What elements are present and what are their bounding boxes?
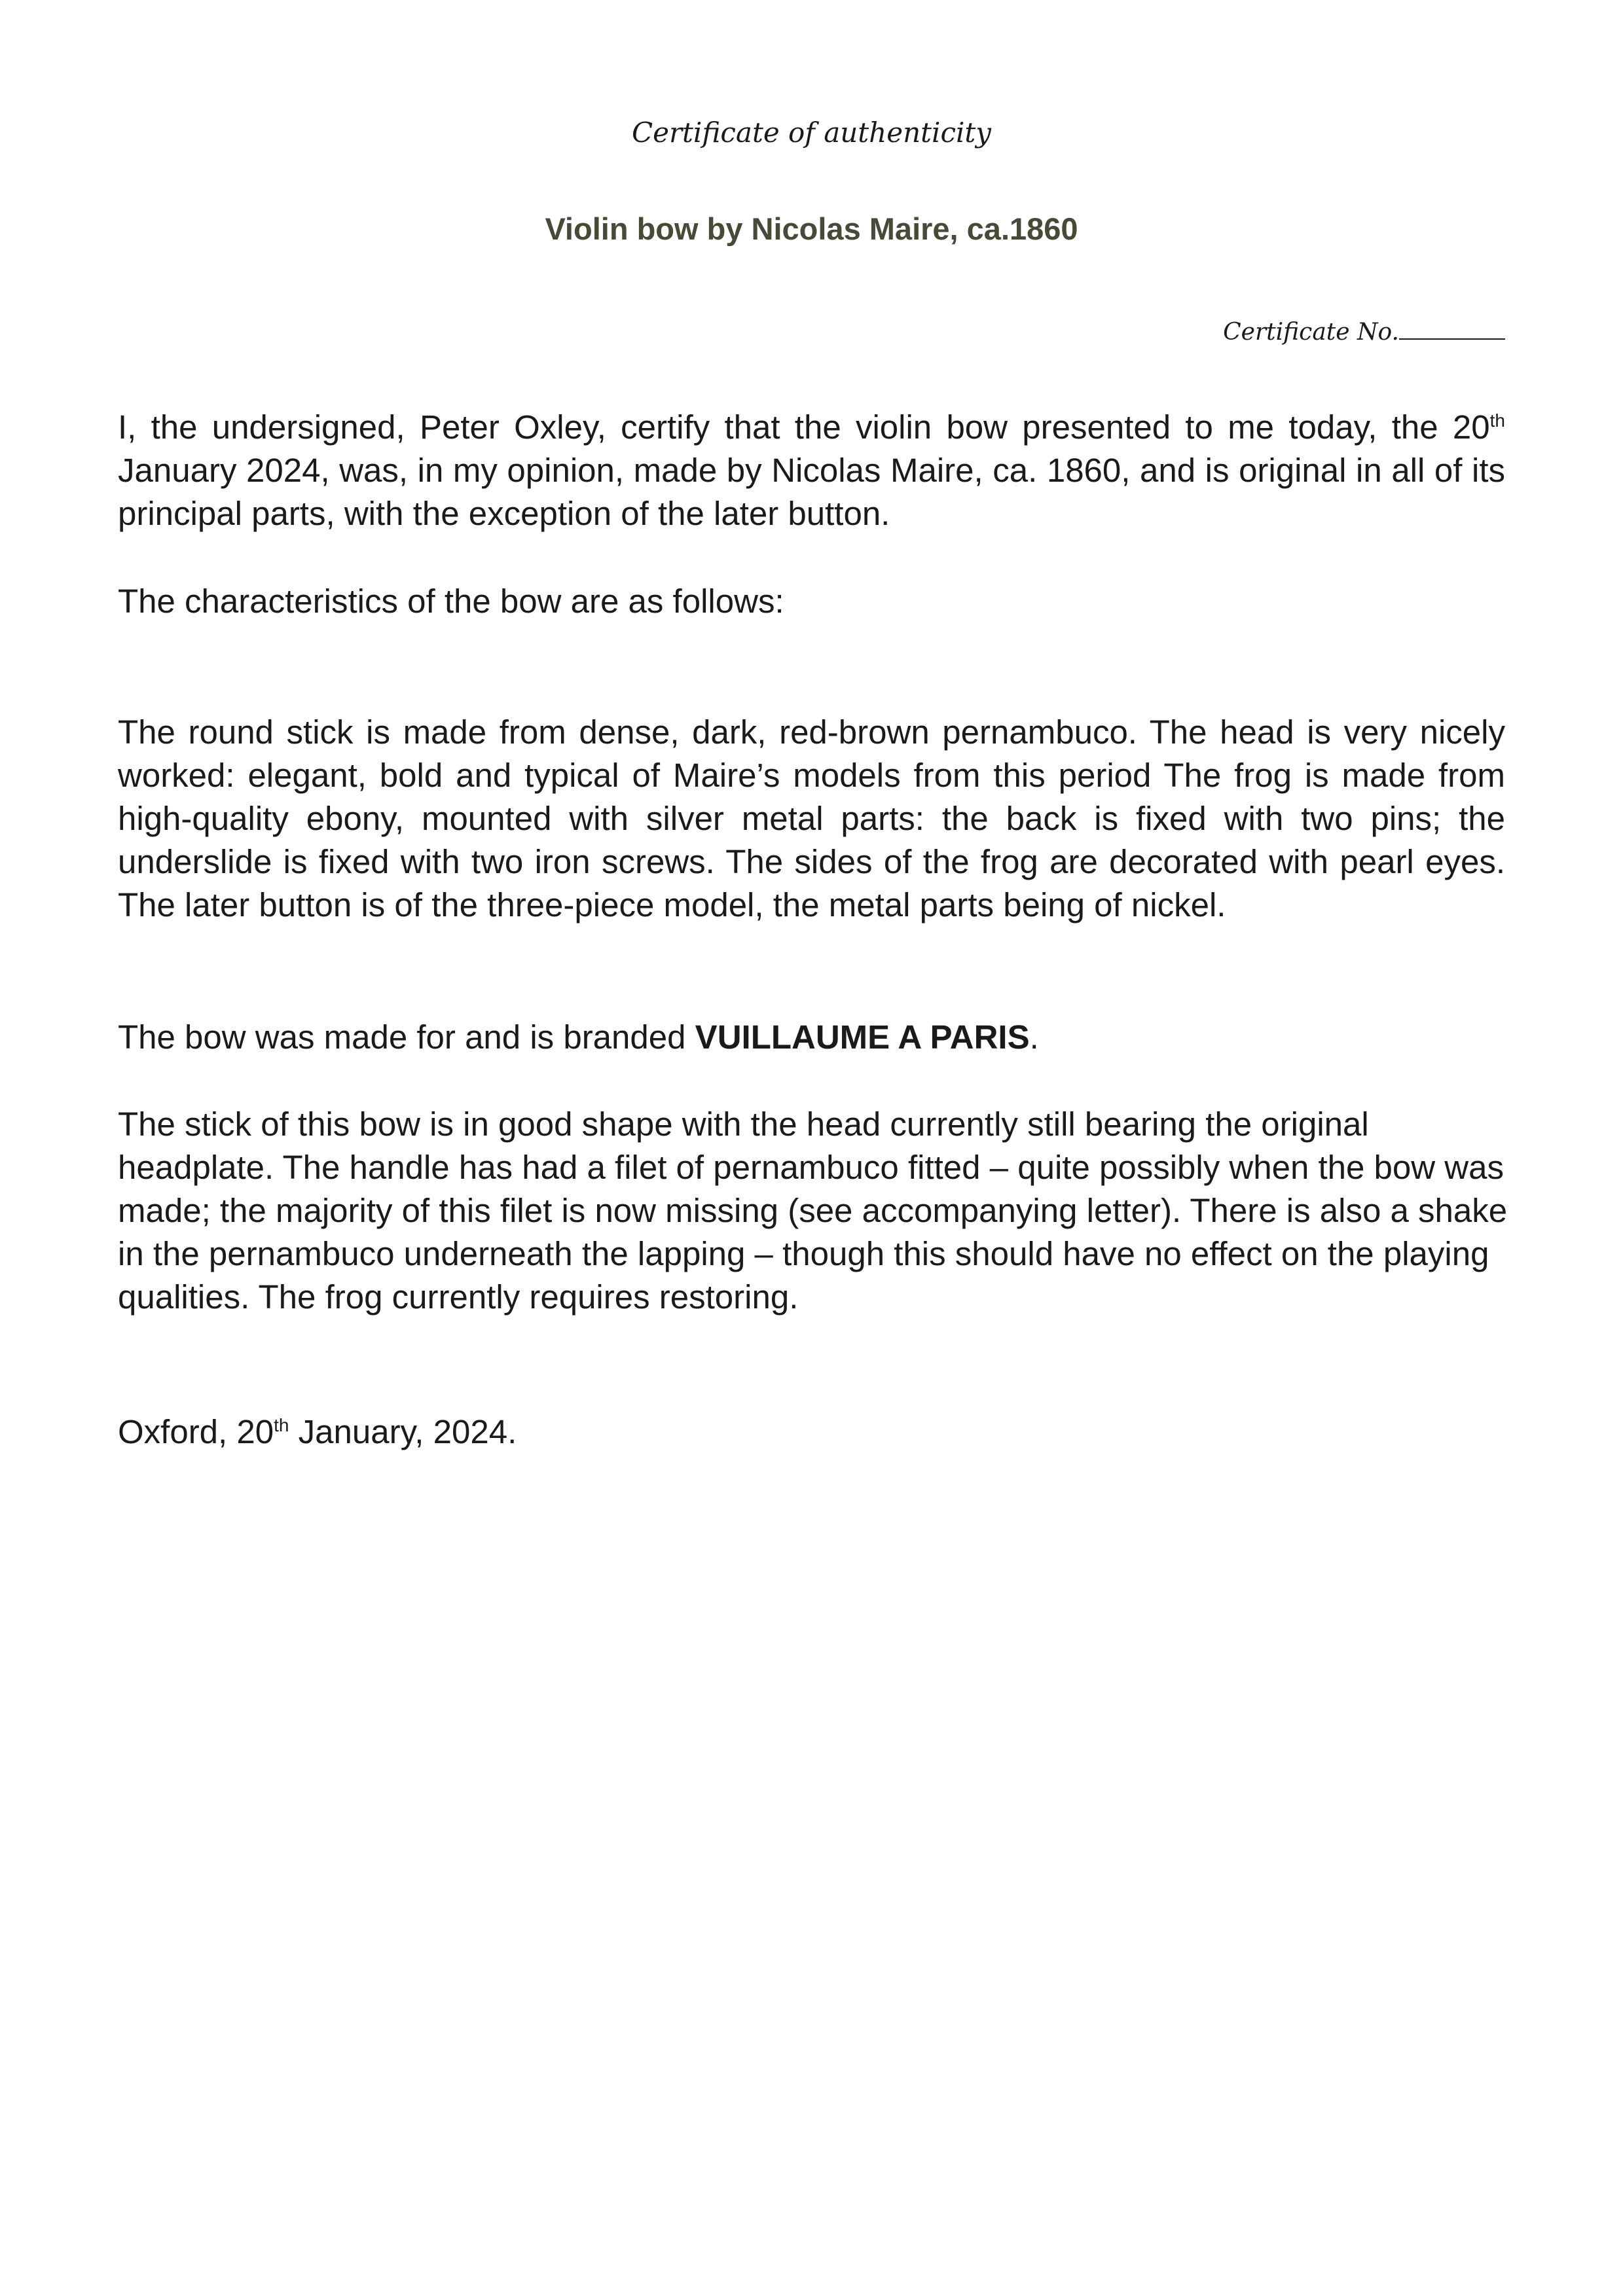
statement-paragraph [118, 406, 1505, 535]
branding-paragraph [118, 1016, 1505, 1059]
statement-text-end: January 2024, was, in my opinion, made by Nicolas Maire, ca. 1860, and is original in all of its principal parts, with the exception of the later button. [118, 452, 1505, 532]
document-type: Certificate of authenticity [631, 117, 991, 149]
certificate-number-label: Certificate No. [1223, 319, 1399, 346]
certificate-number [1223, 319, 1505, 346]
certificate-number-blank [1399, 319, 1505, 340]
signoff-line [118, 1410, 1505, 1454]
brand-name: VUILLAUME A PARIS [695, 1018, 1030, 1056]
certificate-title: Violin bow by Nicolas Maire, ca.1860 [545, 211, 1078, 246]
branding-suffix: . [1029, 1018, 1039, 1056]
statement-ordinal-suffix: th [1489, 410, 1505, 431]
statement-text-start: I, the undersigned, Peter Oxley, certify that the violin bow presented to me today, the 20 [118, 408, 1490, 446]
branding-prefix: The bow was made for and is branded [118, 1018, 695, 1056]
description-paragraph: The round stick is made from dense, dark, red-brown pernambuco. The head is very nicely worked: elegant, bold and typical of Maire’s models from this period The frog is made from high-quality ebony, mounted with silver metal parts: the back is fixed with two pins; the underslide is fixed with two iron screws. The sides of the frog are decorated with pearl eyes. The later button is of the three-piece model, the metal parts being of nickel. [118, 713, 1505, 924]
characteristics-intro: The characteristics of the bow are as follows: [118, 583, 784, 620]
condition-paragraph: The stick of this bow is in good shape with the head currently still bearing the original headplate. The handle has had a filet of pernambuco fitted – quite possibly when the bow was made; the majority of this filet is now missing (see accompanying letter). There is also a shake in the pernambuco underneath the lapping – though this should have no effect on the playing qualities. The frog currently requires restoring. [118, 1105, 1508, 1316]
signoff-ordinal-suffix: th [274, 1415, 289, 1435]
signoff-text-end: January, 2024. [289, 1413, 517, 1450]
signoff-text-start: Oxford, 20 [118, 1413, 274, 1450]
